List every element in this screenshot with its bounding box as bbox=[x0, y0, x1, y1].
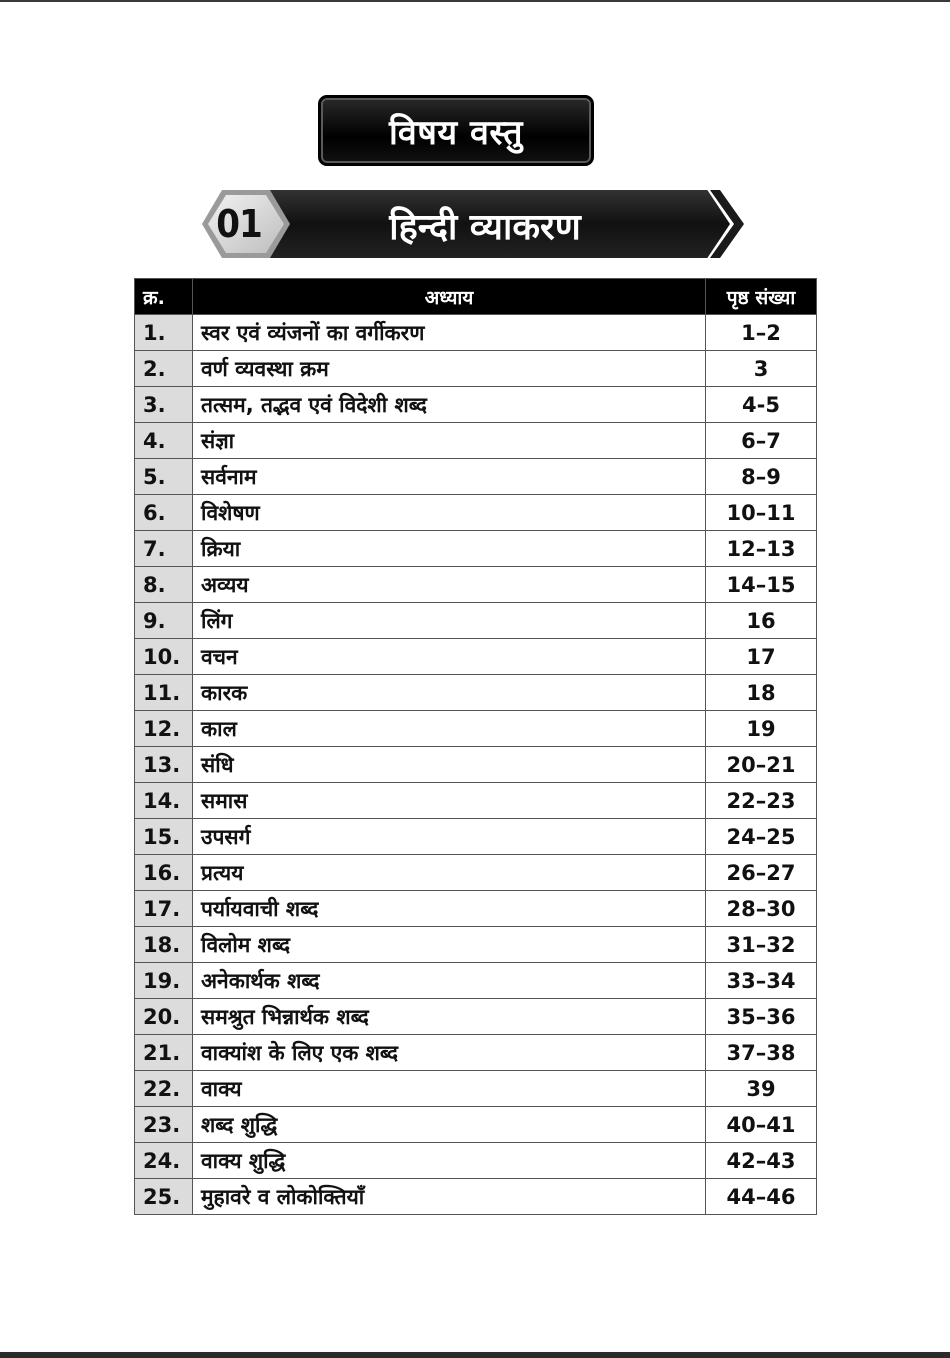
row-pages: 19 bbox=[706, 711, 817, 747]
row-serial: 12. bbox=[135, 711, 193, 747]
top-rule bbox=[0, 0, 950, 2]
row-serial: 25. bbox=[135, 1179, 193, 1215]
table-row bbox=[135, 1035, 817, 1071]
table-row bbox=[135, 315, 817, 351]
row-serial: 24. bbox=[135, 1143, 193, 1179]
table-row bbox=[135, 387, 817, 423]
row-pages: 10–11 bbox=[706, 495, 817, 531]
bottom-rule bbox=[0, 1352, 950, 1358]
row-chapter: प्रत्यय bbox=[193, 855, 706, 891]
row-chapter: अनेकार्थक शब्द bbox=[193, 963, 706, 999]
row-chapter: विशेषण bbox=[193, 495, 706, 531]
table-row bbox=[135, 351, 817, 387]
row-pages: 12–13 bbox=[706, 531, 817, 567]
row-pages: 1–2 bbox=[706, 315, 817, 351]
contents-heading-box bbox=[318, 95, 594, 166]
row-chapter: सर्वनाम bbox=[193, 459, 706, 495]
row-pages: 28–30 bbox=[706, 891, 817, 927]
row-serial: 10. bbox=[135, 639, 193, 675]
table-row bbox=[135, 783, 817, 819]
row-pages: 4-5 bbox=[706, 387, 817, 423]
table-row bbox=[135, 423, 817, 459]
row-serial: 4. bbox=[135, 423, 193, 459]
row-chapter: कारक bbox=[193, 675, 706, 711]
table-body bbox=[135, 315, 817, 1215]
row-pages: 14–15 bbox=[706, 567, 817, 603]
row-chapter: काल bbox=[193, 711, 706, 747]
row-serial: 8. bbox=[135, 567, 193, 603]
row-pages: 40–41 bbox=[706, 1107, 817, 1143]
table-row bbox=[135, 819, 817, 855]
row-serial: 1. bbox=[135, 315, 193, 351]
section-title: हिन्दी व्याकरण bbox=[389, 206, 581, 248]
row-pages: 20–21 bbox=[706, 747, 817, 783]
table-header-row bbox=[135, 279, 817, 315]
table-row bbox=[135, 675, 817, 711]
row-pages: 42–43 bbox=[706, 1143, 817, 1179]
table-row bbox=[135, 927, 817, 963]
row-serial: 16. bbox=[135, 855, 193, 891]
row-chapter: वाक्य bbox=[193, 1071, 706, 1107]
row-chapter: लिंग bbox=[193, 603, 706, 639]
table-row bbox=[135, 567, 817, 603]
table-row bbox=[135, 999, 817, 1035]
row-pages: 35–36 bbox=[706, 999, 817, 1035]
table-row bbox=[135, 1179, 817, 1215]
header-serial: क्र. bbox=[135, 279, 193, 315]
table-row bbox=[135, 495, 817, 531]
row-chapter: तत्सम, तद्भव एवं विदेशी शब्द bbox=[193, 387, 706, 423]
row-serial: 11. bbox=[135, 675, 193, 711]
row-serial: 14. bbox=[135, 783, 193, 819]
row-serial: 18. bbox=[135, 927, 193, 963]
row-chapter: क्रिया bbox=[193, 531, 706, 567]
row-chapter: मुहावरे व लोकोक्तियाँ bbox=[193, 1179, 706, 1215]
row-chapter: उपसर्ग bbox=[193, 819, 706, 855]
header-pages: पृष्ठ संख्या bbox=[706, 279, 817, 315]
row-pages: 8–9 bbox=[706, 459, 817, 495]
row-pages: 39 bbox=[706, 1071, 817, 1107]
row-chapter: अव्यय bbox=[193, 567, 706, 603]
table-row bbox=[135, 459, 817, 495]
row-pages: 24–25 bbox=[706, 819, 817, 855]
row-serial: 3. bbox=[135, 387, 193, 423]
row-pages: 16 bbox=[706, 603, 817, 639]
contents-table bbox=[134, 278, 817, 1215]
row-chapter: समास bbox=[193, 783, 706, 819]
row-serial: 7. bbox=[135, 531, 193, 567]
row-serial: 5. bbox=[135, 459, 193, 495]
row-chapter: संज्ञा bbox=[193, 423, 706, 459]
table-row bbox=[135, 1107, 817, 1143]
table-row bbox=[135, 963, 817, 999]
table-row bbox=[135, 639, 817, 675]
row-pages: 18 bbox=[706, 675, 817, 711]
row-serial: 23. bbox=[135, 1107, 193, 1143]
row-pages: 33–34 bbox=[706, 963, 817, 999]
row-chapter: वाक्यांश के लिए एक शब्द bbox=[193, 1035, 706, 1071]
row-chapter: वचन bbox=[193, 639, 706, 675]
row-serial: 2. bbox=[135, 351, 193, 387]
row-serial: 19. bbox=[135, 963, 193, 999]
row-pages: 22–23 bbox=[706, 783, 817, 819]
table-row bbox=[135, 531, 817, 567]
row-pages: 37–38 bbox=[706, 1035, 817, 1071]
row-serial: 9. bbox=[135, 603, 193, 639]
row-chapter: संधि bbox=[193, 747, 706, 783]
row-chapter: विलोम शब्द bbox=[193, 927, 706, 963]
row-chapter: समश्रुत भिन्नार्थक शब्द bbox=[193, 999, 706, 1035]
table-row bbox=[135, 855, 817, 891]
row-pages: 3 bbox=[706, 351, 817, 387]
row-serial: 22. bbox=[135, 1071, 193, 1107]
contents-heading: विषय वस्तु bbox=[389, 112, 523, 153]
header-chapter: अध्याय bbox=[193, 279, 706, 315]
row-serial: 20. bbox=[135, 999, 193, 1035]
row-pages: 6–7 bbox=[706, 423, 817, 459]
row-serial: 13. bbox=[135, 747, 193, 783]
row-serial: 6. bbox=[135, 495, 193, 531]
table-row bbox=[135, 1071, 817, 1107]
row-serial: 21. bbox=[135, 1035, 193, 1071]
table-row bbox=[135, 747, 817, 783]
table-row bbox=[135, 711, 817, 747]
row-pages: 44–46 bbox=[706, 1179, 817, 1215]
row-pages: 26–27 bbox=[706, 855, 817, 891]
table-row bbox=[135, 1143, 817, 1179]
row-chapter: शब्द शुद्धि bbox=[193, 1107, 706, 1143]
row-pages: 17 bbox=[706, 639, 817, 675]
row-serial: 15. bbox=[135, 819, 193, 855]
row-chapter: वर्ण व्यवस्था क्रम bbox=[193, 351, 706, 387]
row-chapter: पर्यायवाची शब्द bbox=[193, 891, 706, 927]
table-row bbox=[135, 603, 817, 639]
row-pages: 31–32 bbox=[706, 927, 817, 963]
row-chapter: वाक्य शुद्धि bbox=[193, 1143, 706, 1179]
row-serial: 17. bbox=[135, 891, 193, 927]
section-number: 01 bbox=[216, 202, 262, 246]
row-chapter: स्वर एवं व्यंजनों का वर्गीकरण bbox=[193, 315, 706, 351]
table-row bbox=[135, 891, 817, 927]
